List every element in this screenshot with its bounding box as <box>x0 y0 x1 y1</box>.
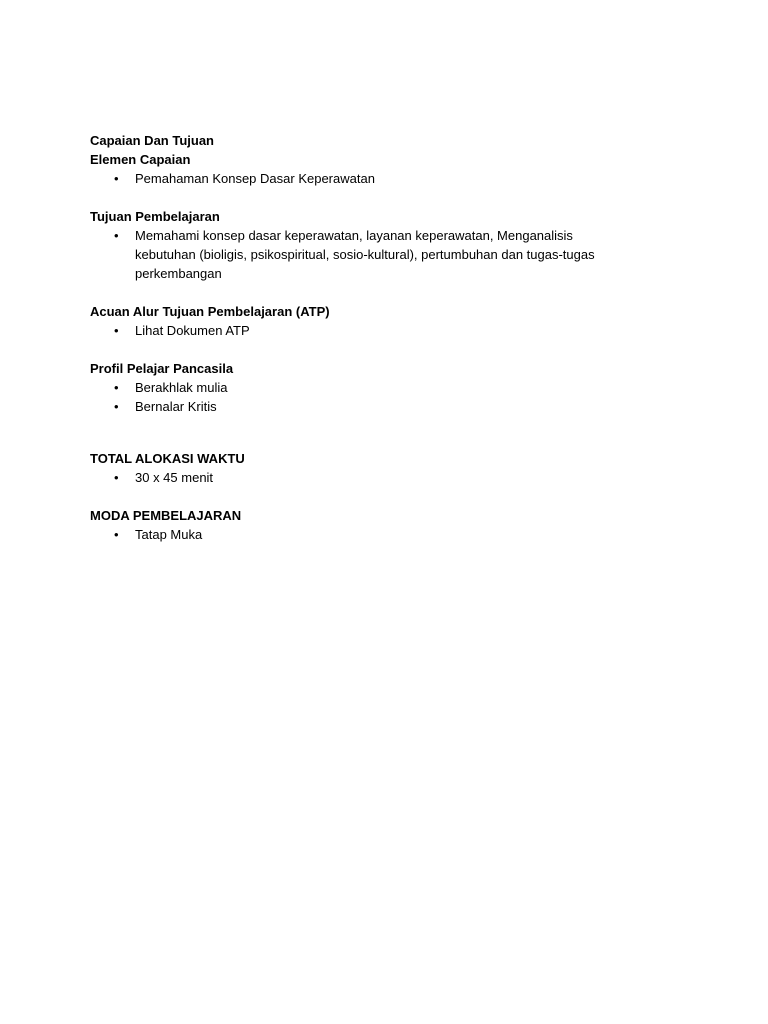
section-heading: Profil Pelajar Pancasila <box>90 361 234 376</box>
list-item <box>90 378 690 397</box>
section-heading: Elemen Capaian <box>90 152 191 167</box>
bullet-icon: • <box>114 399 119 414</box>
bullet-icon: • <box>114 380 119 395</box>
bullet-icon: • <box>114 228 119 243</box>
bullet-list <box>90 226 690 283</box>
document-title: Capaian Dan Tujuan <box>90 133 214 148</box>
list-item <box>90 468 690 487</box>
list-item-text: 30 x 45 menit <box>135 470 214 485</box>
section-profil-pelajar <box>90 359 690 416</box>
section-elemen-capaian <box>90 150 690 188</box>
bullet-list <box>90 468 690 487</box>
section-total-alokasi <box>90 449 690 487</box>
section-heading: MODA PEMBELAJARAN <box>90 508 242 523</box>
list-item-text: Tatap Muka <box>135 527 203 542</box>
list-item-text: Lihat Dokumen ATP <box>135 323 250 338</box>
list-item <box>90 226 690 283</box>
document-content <box>90 131 690 544</box>
section-heading: Acuan Alur Tujuan Pembelajaran (ATP) <box>90 304 330 319</box>
list-item-text: Pemahaman Konsep Dasar Keperawatan <box>135 171 375 186</box>
list-item <box>90 525 690 544</box>
bullet-icon: • <box>114 323 119 338</box>
list-item-text: Memahami konsep dasar keperawatan, layanan keperawatan, Menganalisis kebutuhan (bioligis, psikospiritual, sosio-kultural), pertumbuhan dan tugas-tugas perkembangan <box>135 228 595 281</box>
list-item <box>90 397 690 416</box>
bullet-icon: • <box>114 171 119 186</box>
section-moda <box>90 506 690 544</box>
bullet-icon: • <box>114 470 119 485</box>
bullet-list <box>90 378 690 416</box>
section-tujuan-pembelajaran <box>90 207 690 283</box>
section-acuan-alur <box>90 302 690 340</box>
list-item <box>90 169 690 188</box>
list-item-text: Bernalar Kritis <box>135 399 217 414</box>
bullet-list <box>90 321 690 340</box>
bullet-icon: • <box>114 527 119 542</box>
list-item <box>90 321 690 340</box>
bullet-list <box>90 169 690 188</box>
section-heading: Tujuan Pembelajaran <box>90 209 220 224</box>
list-item-text: Berakhlak mulia <box>135 380 228 395</box>
section-heading: TOTAL ALOKASI WAKTU <box>90 451 245 466</box>
bullet-list <box>90 525 690 544</box>
